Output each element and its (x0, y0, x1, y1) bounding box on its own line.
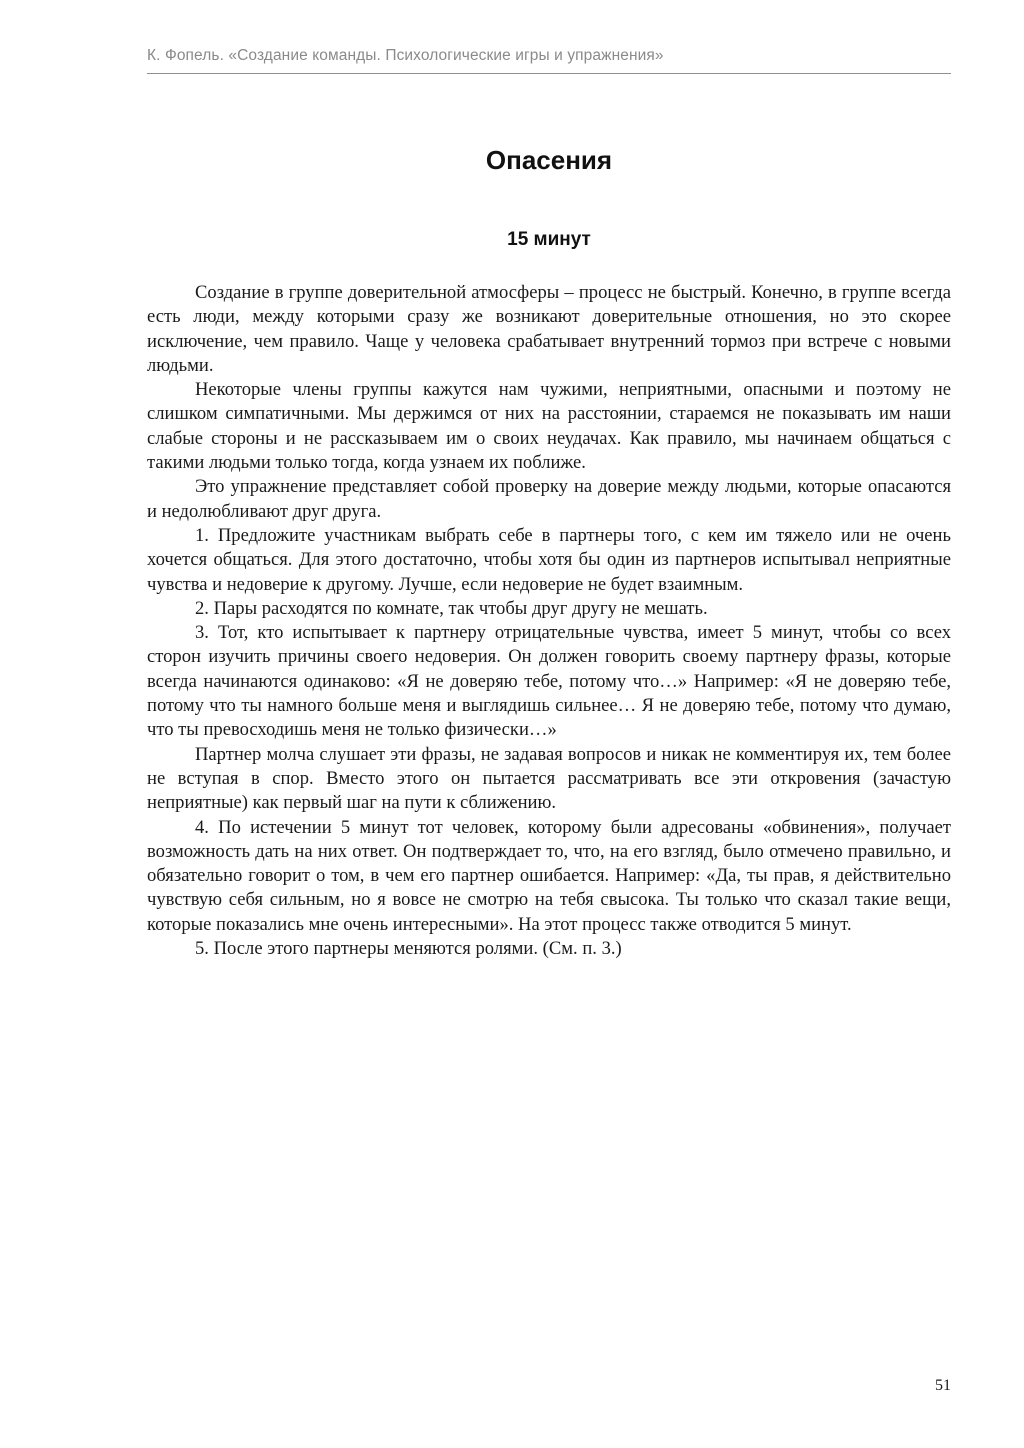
page-number: 51 (935, 1377, 951, 1394)
paragraph-step-2: 2. Пары расходятся по комнате, так чтобы друг другу не мешать. (195, 597, 708, 619)
paragraph-step-3: 3. Тот, кто испытывает к партнеру отрицательные чувства, имеет 5 минут, чтобы со всех сторон изучить причины своего недоверия. Он должен говорить своему партнеру фразы, которые всегда начинаются одинаково: «Я не доверяю тебе, потому что…» Например: «Я не доверяю тебе, потому что ты намного больше меня и выглядишь сильнее… Я не доверяю тебе, потому что думаю, что ты превосходишь меня не только физически…» (147, 622, 951, 741)
paragraph-step-1: 1. Предложите участникам выбрать себе в партнеры того, с кем им тяжело или не очень хочется общаться. Для этого достаточно, чтобы хотя бы один из партнеров испытывал неприятные чувства и недоверие к другому. Лучше, если недоверие не будет взаимным. (147, 524, 951, 595)
exercise-body (147, 281, 951, 961)
paragraph-intro: Создание в группе доверительной атмосферы – процесс не быстрый. Конечно, в группе всегда есть люди, между которыми сразу же возникают доверительные отношения, но это скорее исключение, чем правило. Чаще у человека срабатывает внутренний тормоз при встрече с новыми людьми. (147, 282, 951, 376)
exercise-duration: 15 минут (507, 229, 591, 250)
exercise-title: Опасения (485, 145, 613, 175)
paragraph-listening: Партнер молча слушает эти фразы, не задавая вопросов и никак не комментируя их, тем более не вступая в спор. Вместо этого он пытается рассматривать все эти откровения (зачастую неприятные) как первый шаг на пути к сближению. (147, 743, 951, 814)
header-divider (147, 73, 951, 74)
paragraph-purpose: Это упражнение представляет собой проверку на доверие между людьми, которые опасаются и недолюбливают друг друга. (147, 476, 951, 522)
paragraph-step-5: 5. После этого партнеры меняются ролями. (См. п. 3.) (195, 938, 622, 960)
paragraph-step-4: 4. По истечении 5 минут тот человек, которому были адресованы «обвинения», получает возможность дать на них ответ. Он подтверждает то, что, на его взгляд, было отмечено правильно, и обязательно говорит о том, в чем его партнер ошибается. Например: «Да, ты прав, я действительно чувствую себя сильным, но я вовсе не смотрю на тебя свысока. Ты только что сказал такие вещи, которые показались мне очень интересными». На этот процесс также отводится 5 минут. (147, 816, 951, 935)
paragraph-strangers: Некоторые члены группы кажутся нам чужими, неприятными, опасными и поэтому не слишком симпатичными. Мы держимся от них на расстоянии, стараемся не показывать им наши слабые стороны и не рассказываем им о своих неудачах. Как правило, мы начинаем общаться с такими людьми только тогда, когда узнаем их поближе. (147, 379, 951, 474)
running-header: К. Фопель. «Создание команды. Психологические игры и упражнения» (147, 47, 664, 64)
